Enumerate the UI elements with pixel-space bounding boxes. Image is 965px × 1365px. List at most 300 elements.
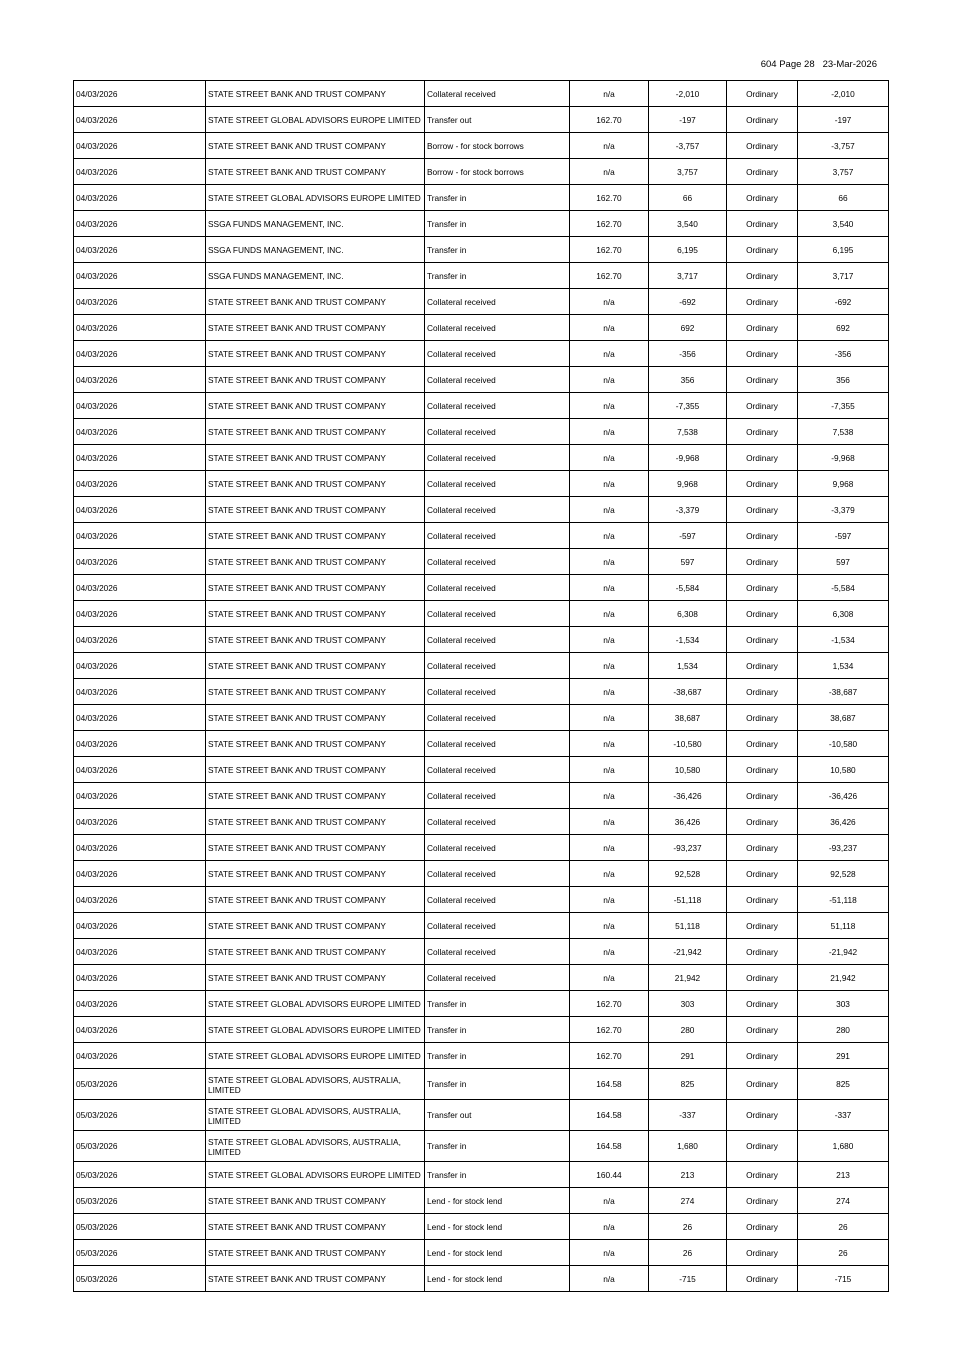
consideration-cell: n/a [570, 497, 649, 523]
table-row [74, 1131, 889, 1162]
nature-of-change-cell: Transfer in [425, 1131, 570, 1162]
quantity-cell: 274 [649, 1188, 727, 1214]
quantity-cell: 66 [649, 185, 727, 211]
class-cell: Ordinary [727, 965, 798, 991]
document-date: 23-Mar-2026 [822, 59, 877, 70]
nature-of-change-cell: Collateral received [425, 315, 570, 341]
class-cell: Ordinary [727, 1188, 798, 1214]
votes-cell: -36,426 [798, 783, 889, 809]
consideration-cell: 162.70 [570, 185, 649, 211]
votes-cell: 356 [798, 367, 889, 393]
consideration-cell: n/a [570, 731, 649, 757]
consideration-cell: 164.58 [570, 1131, 649, 1162]
nature-of-change-cell: Collateral received [425, 367, 570, 393]
quantity-cell: 3,757 [649, 159, 727, 185]
nature-of-change-cell: Transfer out [425, 107, 570, 133]
table-row [74, 1162, 889, 1188]
votes-cell: 7,538 [798, 419, 889, 445]
table-row [74, 653, 889, 679]
quantity-cell: 1,534 [649, 653, 727, 679]
votes-cell: -3,379 [798, 497, 889, 523]
consideration-cell: n/a [570, 575, 649, 601]
votes-cell: -197 [798, 107, 889, 133]
entity-cell: STATE STREET BANK AND TRUST COMPANY [206, 445, 425, 471]
consideration-cell: 160.44 [570, 1162, 649, 1188]
consideration-cell: n/a [570, 1188, 649, 1214]
nature-of-change-cell: Collateral received [425, 549, 570, 575]
date-cell: 04/03/2026 [74, 315, 206, 341]
votes-cell: 303 [798, 991, 889, 1017]
votes-cell: -10,580 [798, 731, 889, 757]
table-row [74, 887, 889, 913]
entity-cell: STATE STREET GLOBAL ADVISORS, AUSTRALIA, LIMITED [206, 1069, 425, 1100]
entity-cell: STATE STREET BANK AND TRUST COMPANY [206, 965, 425, 991]
nature-of-change-cell: Collateral received [425, 913, 570, 939]
table-row [74, 601, 889, 627]
entity-cell: STATE STREET BANK AND TRUST COMPANY [206, 341, 425, 367]
votes-cell: -3,757 [798, 133, 889, 159]
votes-cell: 10,580 [798, 757, 889, 783]
votes-cell: 3,757 [798, 159, 889, 185]
consideration-cell: n/a [570, 1240, 649, 1266]
consideration-cell: n/a [570, 81, 649, 107]
nature-of-change-cell: Collateral received [425, 653, 570, 679]
entity-cell: STATE STREET GLOBAL ADVISORS, AUSTRALIA, LIMITED [206, 1100, 425, 1131]
date-cell: 05/03/2026 [74, 1162, 206, 1188]
quantity-cell: 26 [649, 1240, 727, 1266]
class-cell: Ordinary [727, 393, 798, 419]
date-cell: 04/03/2026 [74, 731, 206, 757]
entity-cell: STATE STREET BANK AND TRUST COMPANY [206, 1240, 425, 1266]
table-row [74, 1266, 889, 1292]
nature-of-change-cell: Transfer in [425, 263, 570, 289]
nature-of-change-cell: Transfer in [425, 991, 570, 1017]
class-cell: Ordinary [727, 861, 798, 887]
table-body [74, 81, 889, 1292]
votes-cell: 26 [798, 1214, 889, 1240]
entity-cell: STATE STREET GLOBAL ADVISORS EUROPE LIMITED [206, 1017, 425, 1043]
entity-cell: STATE STREET GLOBAL ADVISORS, AUSTRALIA, LIMITED [206, 1131, 425, 1162]
quantity-cell: -36,426 [649, 783, 727, 809]
consideration-cell: n/a [570, 783, 649, 809]
quantity-cell: -356 [649, 341, 727, 367]
consideration-cell: n/a [570, 835, 649, 861]
date-cell: 04/03/2026 [74, 653, 206, 679]
date-cell: 05/03/2026 [74, 1266, 206, 1292]
entity-cell: STATE STREET BANK AND TRUST COMPANY [206, 731, 425, 757]
quantity-cell: -9,968 [649, 445, 727, 471]
nature-of-change-cell: Collateral received [425, 939, 570, 965]
votes-cell: 9,968 [798, 471, 889, 497]
nature-of-change-cell: Lend - for stock lend [425, 1188, 570, 1214]
nature-of-change-cell: Transfer in [425, 211, 570, 237]
entity-cell: STATE STREET BANK AND TRUST COMPANY [206, 1266, 425, 1292]
entity-cell: STATE STREET BANK AND TRUST COMPANY [206, 939, 425, 965]
date-cell: 04/03/2026 [74, 575, 206, 601]
date-cell: 04/03/2026 [74, 939, 206, 965]
votes-cell: 38,687 [798, 705, 889, 731]
date-cell: 04/03/2026 [74, 419, 206, 445]
date-cell: 05/03/2026 [74, 1240, 206, 1266]
date-cell: 05/03/2026 [74, 1214, 206, 1240]
nature-of-change-cell: Collateral received [425, 835, 570, 861]
entity-cell: SSGA FUNDS MANAGEMENT, INC. [206, 263, 425, 289]
entity-cell: STATE STREET BANK AND TRUST COMPANY [206, 835, 425, 861]
consideration-cell: 162.70 [570, 211, 649, 237]
class-cell: Ordinary [727, 1017, 798, 1043]
entity-cell: STATE STREET BANK AND TRUST COMPANY [206, 861, 425, 887]
consideration-cell: 162.70 [570, 991, 649, 1017]
date-cell: 04/03/2026 [74, 237, 206, 263]
table-row [74, 289, 889, 315]
date-cell: 04/03/2026 [74, 133, 206, 159]
quantity-cell: -5,584 [649, 575, 727, 601]
table-row [74, 393, 889, 419]
table-row [74, 965, 889, 991]
table-row [74, 575, 889, 601]
quantity-cell: -93,237 [649, 835, 727, 861]
quantity-cell: 3,717 [649, 263, 727, 289]
class-cell: Ordinary [727, 757, 798, 783]
votes-cell: -692 [798, 289, 889, 315]
table-row [74, 159, 889, 185]
date-cell: 04/03/2026 [74, 705, 206, 731]
consideration-cell: 164.58 [570, 1069, 649, 1100]
date-cell: 05/03/2026 [74, 1131, 206, 1162]
date-cell: 04/03/2026 [74, 549, 206, 575]
table-row [74, 1240, 889, 1266]
table-row [74, 107, 889, 133]
votes-cell: 36,426 [798, 809, 889, 835]
quantity-cell: 92,528 [649, 861, 727, 887]
votes-cell: -715 [798, 1266, 889, 1292]
entity-cell: STATE STREET GLOBAL ADVISORS EUROPE LIMITED [206, 1043, 425, 1069]
consideration-cell: n/a [570, 419, 649, 445]
nature-of-change-cell: Collateral received [425, 809, 570, 835]
nature-of-change-cell: Collateral received [425, 419, 570, 445]
table-row [74, 497, 889, 523]
votes-cell: 51,118 [798, 913, 889, 939]
date-cell: 04/03/2026 [74, 887, 206, 913]
nature-of-change-cell: Borrow - for stock borrows [425, 159, 570, 185]
table-row [74, 913, 889, 939]
entity-cell: STATE STREET BANK AND TRUST COMPANY [206, 367, 425, 393]
class-cell: Ordinary [727, 627, 798, 653]
votes-cell: -51,118 [798, 887, 889, 913]
date-cell: 04/03/2026 [74, 107, 206, 133]
entity-cell: STATE STREET BANK AND TRUST COMPANY [206, 653, 425, 679]
class-cell: Ordinary [727, 835, 798, 861]
quantity-cell: 51,118 [649, 913, 727, 939]
entity-cell: STATE STREET BANK AND TRUST COMPANY [206, 523, 425, 549]
date-cell: 04/03/2026 [74, 965, 206, 991]
class-cell: Ordinary [727, 419, 798, 445]
table-row [74, 263, 889, 289]
votes-cell: 597 [798, 549, 889, 575]
class-cell: Ordinary [727, 1131, 798, 1162]
votes-cell: 825 [798, 1069, 889, 1100]
table-row [74, 315, 889, 341]
nature-of-change-cell: Collateral received [425, 523, 570, 549]
class-cell: Ordinary [727, 1162, 798, 1188]
class-cell: Ordinary [727, 1214, 798, 1240]
class-cell: Ordinary [727, 185, 798, 211]
date-cell: 04/03/2026 [74, 185, 206, 211]
quantity-cell: -21,942 [649, 939, 727, 965]
votes-cell: -1,534 [798, 627, 889, 653]
class-cell: Ordinary [727, 809, 798, 835]
nature-of-change-cell: Collateral received [425, 393, 570, 419]
consideration-cell: n/a [570, 757, 649, 783]
quantity-cell: 21,942 [649, 965, 727, 991]
consideration-cell: 162.70 [570, 263, 649, 289]
table-row [74, 783, 889, 809]
table-row [74, 185, 889, 211]
nature-of-change-cell: Collateral received [425, 341, 570, 367]
nature-of-change-cell: Borrow - for stock borrows [425, 133, 570, 159]
date-cell: 04/03/2026 [74, 835, 206, 861]
table-row [74, 1188, 889, 1214]
quantity-cell: -7,355 [649, 393, 727, 419]
class-cell: Ordinary [727, 263, 798, 289]
votes-cell: 66 [798, 185, 889, 211]
consideration-cell: n/a [570, 523, 649, 549]
table-row [74, 523, 889, 549]
entity-cell: SSGA FUNDS MANAGEMENT, INC. [206, 237, 425, 263]
nature-of-change-cell: Collateral received [425, 81, 570, 107]
votes-cell: 3,717 [798, 263, 889, 289]
date-cell: 04/03/2026 [74, 757, 206, 783]
nature-of-change-cell: Collateral received [425, 679, 570, 705]
date-cell: 04/03/2026 [74, 809, 206, 835]
quantity-cell: 6,195 [649, 237, 727, 263]
consideration-cell: n/a [570, 601, 649, 627]
votes-cell: -93,237 [798, 835, 889, 861]
nature-of-change-cell: Collateral received [425, 757, 570, 783]
table-row [74, 1043, 889, 1069]
table-row [74, 835, 889, 861]
date-cell: 04/03/2026 [74, 523, 206, 549]
consideration-cell: n/a [570, 965, 649, 991]
quantity-cell: 3,540 [649, 211, 727, 237]
entity-cell: STATE STREET BANK AND TRUST COMPANY [206, 705, 425, 731]
quantity-cell: 280 [649, 1017, 727, 1043]
quantity-cell: -51,118 [649, 887, 727, 913]
entity-cell: STATE STREET BANK AND TRUST COMPANY [206, 601, 425, 627]
consideration-cell: n/a [570, 367, 649, 393]
votes-cell: 6,195 [798, 237, 889, 263]
date-cell: 04/03/2026 [74, 445, 206, 471]
votes-cell: 213 [798, 1162, 889, 1188]
date-cell: 04/03/2026 [74, 601, 206, 627]
nature-of-change-cell: Transfer in [425, 1162, 570, 1188]
nature-of-change-cell: Collateral received [425, 887, 570, 913]
votes-cell: -7,355 [798, 393, 889, 419]
consideration-cell: 162.70 [570, 1017, 649, 1043]
date-cell: 04/03/2026 [74, 679, 206, 705]
table-row [74, 341, 889, 367]
class-cell: Ordinary [727, 1069, 798, 1100]
entity-cell: STATE STREET BANK AND TRUST COMPANY [206, 913, 425, 939]
nature-of-change-cell: Collateral received [425, 575, 570, 601]
quantity-cell: 7,538 [649, 419, 727, 445]
table-row [74, 81, 889, 107]
class-cell: Ordinary [727, 81, 798, 107]
consideration-cell: n/a [570, 159, 649, 185]
date-cell: 04/03/2026 [74, 289, 206, 315]
quantity-cell: 10,580 [649, 757, 727, 783]
quantity-cell: 597 [649, 549, 727, 575]
quantity-cell: -337 [649, 1100, 727, 1131]
entity-cell: STATE STREET BANK AND TRUST COMPANY [206, 783, 425, 809]
class-cell: Ordinary [727, 237, 798, 263]
table-row [74, 627, 889, 653]
date-cell: 04/03/2026 [74, 627, 206, 653]
nature-of-change-cell: Lend - for stock lend [425, 1214, 570, 1240]
consideration-cell: 162.70 [570, 237, 649, 263]
quantity-cell: 291 [649, 1043, 727, 1069]
entity-cell: STATE STREET BANK AND TRUST COMPANY [206, 887, 425, 913]
quantity-cell: -3,757 [649, 133, 727, 159]
quantity-cell: -10,580 [649, 731, 727, 757]
consideration-cell: n/a [570, 939, 649, 965]
transactions-table [73, 80, 889, 1292]
nature-of-change-cell: Collateral received [425, 627, 570, 653]
entity-cell: STATE STREET GLOBAL ADVISORS EUROPE LIMITED [206, 107, 425, 133]
consideration-cell: n/a [570, 679, 649, 705]
votes-cell: 280 [798, 1017, 889, 1043]
nature-of-change-cell: Transfer out [425, 1100, 570, 1131]
class-cell: Ordinary [727, 653, 798, 679]
quantity-cell: 6,308 [649, 601, 727, 627]
class-cell: Ordinary [727, 497, 798, 523]
nature-of-change-cell: Collateral received [425, 601, 570, 627]
table-row [74, 731, 889, 757]
table-row [74, 809, 889, 835]
entity-cell: STATE STREET BANK AND TRUST COMPANY [206, 1188, 425, 1214]
nature-of-change-cell: Transfer in [425, 1069, 570, 1100]
table-row [74, 679, 889, 705]
class-cell: Ordinary [727, 315, 798, 341]
votes-cell: 21,942 [798, 965, 889, 991]
votes-cell: 26 [798, 1240, 889, 1266]
entity-cell: STATE STREET BANK AND TRUST COMPANY [206, 1214, 425, 1240]
consideration-cell: n/a [570, 705, 649, 731]
votes-cell: -21,942 [798, 939, 889, 965]
table-row [74, 757, 889, 783]
class-cell: Ordinary [727, 731, 798, 757]
class-cell: Ordinary [727, 939, 798, 965]
quantity-cell: -38,687 [649, 679, 727, 705]
nature-of-change-cell: Collateral received [425, 705, 570, 731]
date-cell: 04/03/2026 [74, 471, 206, 497]
class-cell: Ordinary [727, 523, 798, 549]
page-label: 604 Page 28 [760, 59, 815, 70]
entity-cell: STATE STREET BANK AND TRUST COMPANY [206, 549, 425, 575]
class-cell: Ordinary [727, 913, 798, 939]
quantity-cell: -3,379 [649, 497, 727, 523]
class-cell: Ordinary [727, 1266, 798, 1292]
date-cell: 04/03/2026 [74, 497, 206, 523]
consideration-cell: 162.70 [570, 107, 649, 133]
class-cell: Ordinary [727, 575, 798, 601]
consideration-cell: n/a [570, 861, 649, 887]
class-cell: Ordinary [727, 471, 798, 497]
quantity-cell: -197 [649, 107, 727, 133]
table-row [74, 471, 889, 497]
consideration-cell: n/a [570, 627, 649, 653]
votes-cell: -2,010 [798, 81, 889, 107]
nature-of-change-cell: Collateral received [425, 965, 570, 991]
entity-cell: STATE STREET BANK AND TRUST COMPANY [206, 159, 425, 185]
class-cell: Ordinary [727, 1043, 798, 1069]
consideration-cell: n/a [570, 393, 649, 419]
class-cell: Ordinary [727, 1100, 798, 1131]
table-row [74, 211, 889, 237]
nature-of-change-cell: Transfer in [425, 237, 570, 263]
votes-cell: -356 [798, 341, 889, 367]
quantity-cell: 36,426 [649, 809, 727, 835]
class-cell: Ordinary [727, 133, 798, 159]
date-cell: 05/03/2026 [74, 1100, 206, 1131]
votes-cell: 3,540 [798, 211, 889, 237]
entity-cell: STATE STREET BANK AND TRUST COMPANY [206, 471, 425, 497]
entity-cell: STATE STREET BANK AND TRUST COMPANY [206, 393, 425, 419]
entity-cell: STATE STREET GLOBAL ADVISORS EUROPE LIMITED [206, 991, 425, 1017]
consideration-cell: n/a [570, 913, 649, 939]
consideration-cell: n/a [570, 1266, 649, 1292]
table-row [74, 549, 889, 575]
consideration-cell: n/a [570, 315, 649, 341]
nature-of-change-cell: Collateral received [425, 861, 570, 887]
date-cell: 04/03/2026 [74, 783, 206, 809]
date-cell: 04/03/2026 [74, 1043, 206, 1069]
table-row [74, 1214, 889, 1240]
quantity-cell: 1,680 [649, 1131, 727, 1162]
table-row [74, 1069, 889, 1100]
class-cell: Ordinary [727, 549, 798, 575]
table-row [74, 939, 889, 965]
votes-cell: 274 [798, 1188, 889, 1214]
quantity-cell: 303 [649, 991, 727, 1017]
votes-cell: 692 [798, 315, 889, 341]
entity-cell: STATE STREET BANK AND TRUST COMPANY [206, 419, 425, 445]
table-row [74, 419, 889, 445]
table-row [74, 133, 889, 159]
class-cell: Ordinary [727, 159, 798, 185]
class-cell: Ordinary [727, 367, 798, 393]
class-cell: Ordinary [727, 107, 798, 133]
quantity-cell: -1,534 [649, 627, 727, 653]
page-header [761, 59, 877, 70]
nature-of-change-cell: Transfer in [425, 185, 570, 211]
table-row [74, 237, 889, 263]
quantity-cell: 213 [649, 1162, 727, 1188]
class-cell: Ordinary [727, 445, 798, 471]
consideration-cell: n/a [570, 809, 649, 835]
nature-of-change-cell: Collateral received [425, 471, 570, 497]
consideration-cell: 162.70 [570, 1043, 649, 1069]
consideration-cell: n/a [570, 887, 649, 913]
nature-of-change-cell: Collateral received [425, 289, 570, 315]
entity-cell: STATE STREET BANK AND TRUST COMPANY [206, 497, 425, 523]
nature-of-change-cell: Collateral received [425, 497, 570, 523]
entity-cell: STATE STREET BANK AND TRUST COMPANY [206, 757, 425, 783]
date-cell: 05/03/2026 [74, 1188, 206, 1214]
consideration-cell: n/a [570, 133, 649, 159]
quantity-cell: -597 [649, 523, 727, 549]
table-row [74, 705, 889, 731]
